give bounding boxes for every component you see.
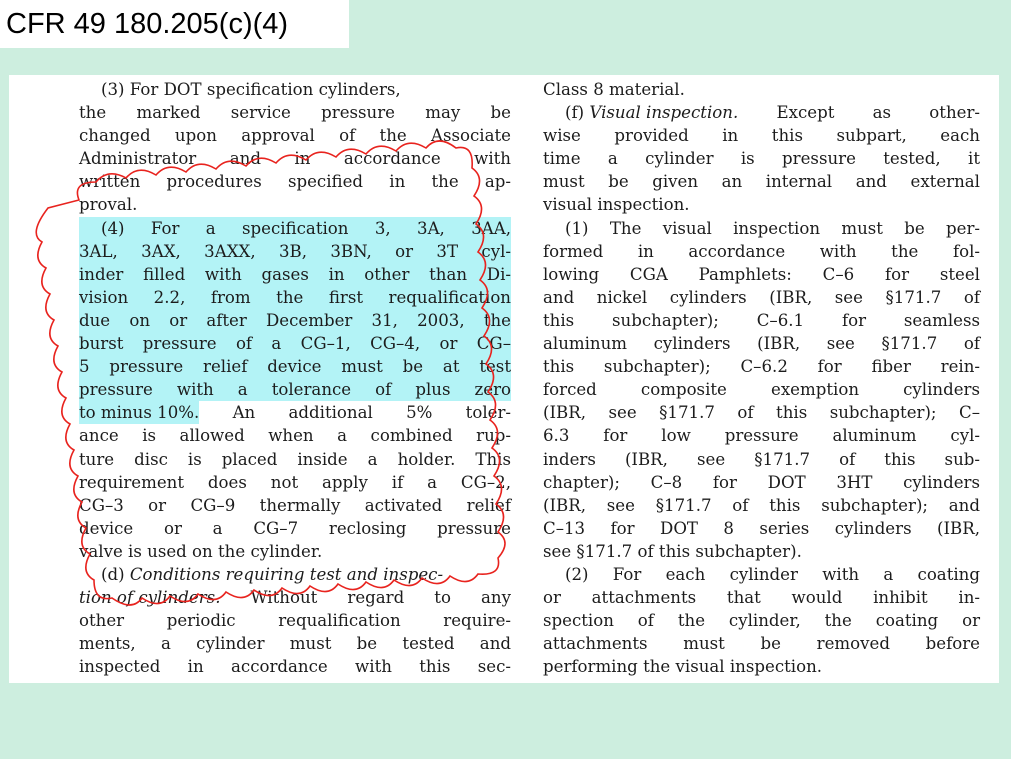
italic-heading: Conditions requiring test and inspec- [129,564,444,584]
text-line: lowing CGA Pamphlets: C–6 for steel [543,264,980,284]
text-line: (IBR, see §171.7 of this subchapter); and [543,495,980,515]
text-line: performing the visual inspection. [543,657,823,677]
text-line [79,401,511,424]
text-span: An additional 5% toler- [199,403,511,423]
text-line: Class 8 material. [543,80,685,99]
highlighted-text-line: 3AL, 3AX, 3AXX, 3B, 3BN, or 3T cyl- [79,240,511,263]
text-line: inders (IBR, see §171.7 of this sub- [543,449,980,469]
italic-heading: Visual inspection. [589,103,739,123]
text-line: written procedures specified in the ap- [79,172,511,192]
text-line [79,586,511,609]
highlighted-text-line: (4) For a specification 3, 3A, 3AA, [79,217,511,240]
left-text-column [79,78,511,678]
text-line: (2) For each cylinder with a coating [565,564,980,584]
text-line: 6.3 for low pressure aluminum cyl- [543,426,980,446]
highlighted-text-line: 5 pressure relief device must be at test [79,355,511,378]
document-scan [9,75,999,683]
text-line: the marked service pressure may be [79,103,511,123]
text-line: Administrator and in accordance with [79,149,511,169]
text-line: wise provided in this subpart, each [543,126,980,146]
right-text-column [543,78,980,678]
text-line: valve is used on the cylinder. [79,541,323,561]
text-line: chapter); C–8 for DOT 3HT cylinders [543,472,980,492]
text-span: Without regard to any [220,588,511,608]
text-line: spection of the cylinder, the coating or [543,611,980,631]
text-line: device or a CG–7 reclosing pressure [79,518,511,538]
text-line: time a cylinder is pressure tested, it [543,149,980,169]
text-line: or attachments that would inhibit in- [543,588,980,608]
text-line: this subchapter); C–6.2 for fiber rein- [543,357,980,377]
text-line: this subchapter); C–6.1 for seamless [543,310,980,330]
text-line [543,101,980,124]
text-line: (1) The visual inspection must be per- [565,218,980,238]
text-line: formed in accordance with the fol- [543,241,980,261]
text-line [79,563,511,586]
text-line: must be given an internal and external [543,172,980,192]
highlighted-text-line: due on or after December 31, 2003, the [79,309,511,332]
text-line: ments, a cylinder must be tested and [79,634,511,654]
text-line: (3) For DOT specification cylinders, [101,80,401,99]
highlighted-text-line: inder filled with gases in other than Di- [79,263,511,286]
paragraph-label: (d) [101,564,130,584]
text-line: and nickel cylinders (IBR, see §171.7 of [543,287,980,307]
highlighted-text-line: vision 2.2, from the first requalification [79,286,511,309]
slide-title: CFR 49 180.205(c)(4) [0,0,349,48]
paragraph-label: (f) [565,103,590,123]
text-span: Except as other- [738,103,980,123]
text-line: forced composite exemption cylinders [543,380,980,400]
text-line: ance is allowed when a combined rup- [79,426,511,446]
highlighted-text-line: pressure with a tolerance of plus zero [79,378,511,401]
text-line: inspected in accordance with this sec- [79,657,511,677]
text-line: changed upon approval of the Associate [79,126,511,146]
text-line: see §171.7 of this subchapter). [543,541,802,561]
text-line: visual inspection. [543,195,690,215]
text-line: CG–3 or CG–9 thermally activated relief [79,495,511,515]
text-line: C–13 for DOT 8 series cylinders (IBR, [543,518,980,538]
text-line: proval. [79,195,138,215]
italic-heading: tion of cylinders. [79,588,221,608]
text-line: attachments must be removed before [543,634,980,654]
text-line: requirement does not apply if a CG–2, [79,472,511,492]
highlighted-text-line: burst pressure of a CG–1, CG–4, or CG– [79,332,511,355]
text-line: (IBR, see §171.7 of this subchapter); C– [543,403,980,423]
highlighted-text-span: to minus 10%. [79,401,199,424]
text-line: ture disc is placed inside a holder. This [79,449,511,469]
text-line: aluminum cylinders (IBR, see §171.7 of [543,334,980,354]
text-line: other periodic requalification require- [79,611,511,631]
